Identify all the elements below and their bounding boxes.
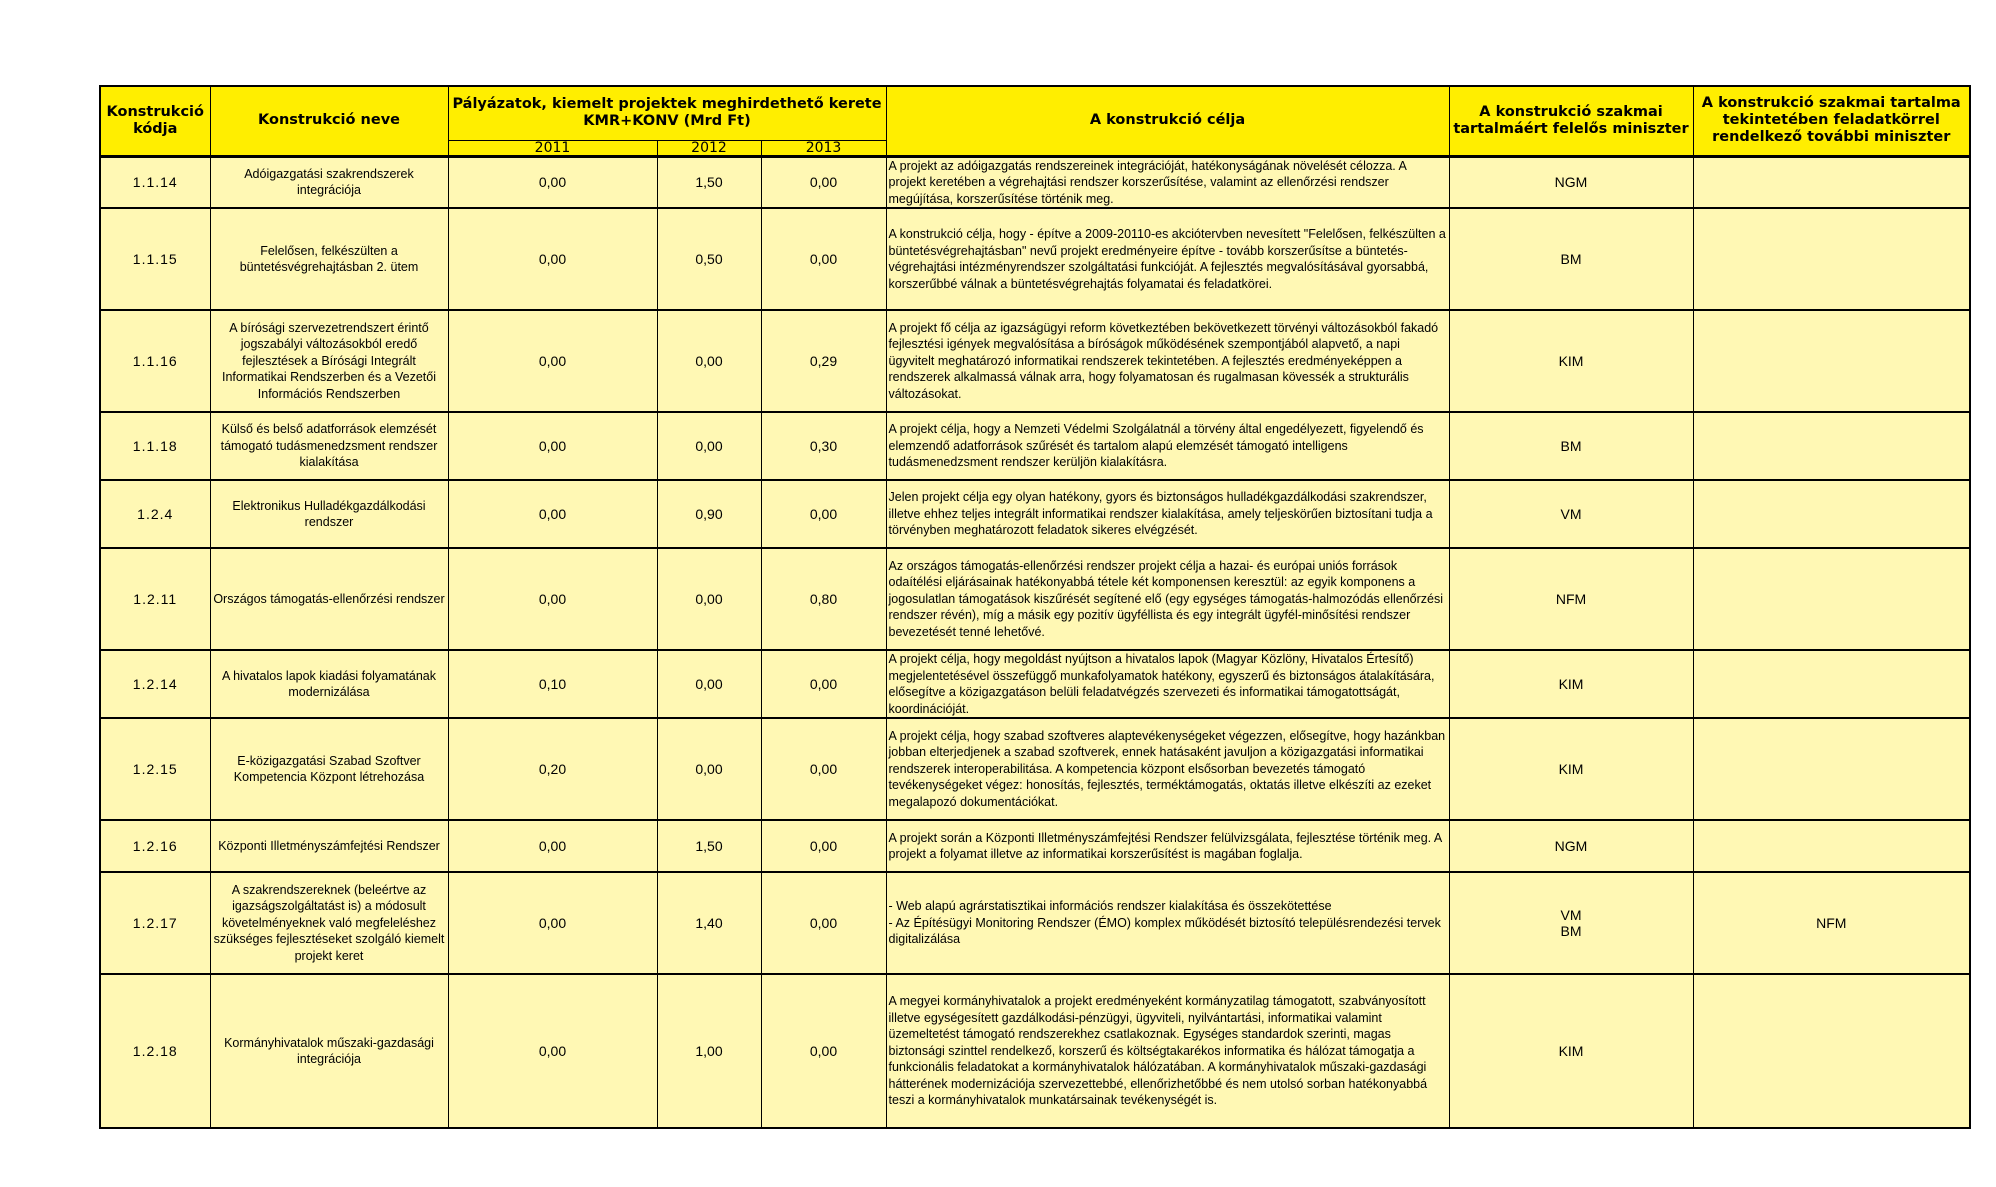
table-row	[100, 548, 1970, 650]
row-2011: 0,00	[448, 820, 657, 872]
row-2011: 0,00	[448, 208, 657, 310]
header-other-minister: A konstrukció szakmai tartalma tekintetében feladatkörrel rendelkező további miniszter	[1693, 86, 1970, 156]
row-name: Adóigazgatási szakrendszerek integrációja	[210, 156, 448, 208]
row-2012: 0,00	[657, 650, 761, 718]
row-name: Felelősen, felkészülten a büntetésvégrehajtásban 2. ütem	[210, 208, 448, 310]
table-row	[100, 412, 1970, 480]
row-goal: Jelen projekt célja egy olyan hatékony, gyors és biztonságos hulladékgazdálkodási szakrendszer, illetve ehhez teljes integrált informatikai rendszer kialakítása, amely teljeskörűen biztosítani tudja a törvényben meghatározott feladatok sikeres elvégzését.	[886, 480, 1449, 548]
row-2013: 0,00	[761, 156, 886, 208]
row-minister: NFM	[1449, 548, 1693, 650]
header-year-2012: 2012	[657, 140, 761, 156]
header-code: Konstrukció kódja	[100, 86, 210, 156]
row-code: 1.2.4	[100, 480, 210, 548]
row-2012: 0,00	[657, 718, 761, 820]
row-minister: KIM	[1449, 650, 1693, 718]
row-code: 1.2.17	[100, 872, 210, 974]
row-other-minister	[1693, 480, 1970, 548]
row-2012: 1,50	[657, 820, 761, 872]
header-year-2013: 2013	[761, 140, 886, 156]
header-name: Konstrukció neve	[210, 86, 448, 156]
row-2011: 0,10	[448, 650, 657, 718]
row-goal: A konstrukció célja, hogy - építve a 2009-20110-es akciótervben nevesített "Felelősen, felkészülten a büntetésvégrehajtásban" nevű projekt eredményeire építve - tovább korszerűsítse a büntetés-végrehajtási intézményrendszer szolgáltatási funkcióját. A fejlesztés megvalósításával gyorsabbá, korszerűbbé válnak a büntetésvégrehajtás folyamatai és feladatkörei.	[886, 208, 1449, 310]
row-2012: 0,00	[657, 548, 761, 650]
row-other-minister: NFM	[1693, 872, 1970, 974]
row-2012: 0,50	[657, 208, 761, 310]
table-row	[100, 156, 1970, 208]
row-goal: A projekt célja, hogy a Nemzeti Védelmi Szolgálatnál a törvény által engedélyezett, figyelendő és elemzendő adatforrások szűrését és tartalom alapú elemzését támogató intelligens tudásmenedzsment rendszer kerüljön kialakításra.	[886, 412, 1449, 480]
row-minister: VM BM	[1449, 872, 1693, 974]
row-2011: 0,00	[448, 412, 657, 480]
row-code: 1.1.18	[100, 412, 210, 480]
row-2013: 0,30	[761, 412, 886, 480]
row-other-minister	[1693, 974, 1970, 1128]
row-minister: NGM	[1449, 820, 1693, 872]
table-row	[100, 820, 1970, 872]
row-code: 1.2.16	[100, 820, 210, 872]
row-goal: A projekt az adóigazgatás rendszereinek integrációját, hatékonyságának növelését célozza. A projekt keretében a végrehajtási rendszer korszerűsítése, valamint az ellenőrzési rendszer megújítása, korszerűsítése történik meg.	[886, 156, 1449, 208]
row-name: A szakrendszereknek (beleértve az igazságszolgáltatást is) a módosult követelményeknek való megfeleléshez szükséges fejlesztéseket szolgáló kiemelt projekt keret	[210, 872, 448, 974]
row-2013: 0,00	[761, 872, 886, 974]
table-row	[100, 208, 1970, 310]
row-2013: 0,00	[761, 208, 886, 310]
row-name: E-közigazgatási Szabad Szoftver Kompetencia Központ létrehozása	[210, 718, 448, 820]
header-budget: Pályázatok, kiemelt projektek meghirdethető kerete KMR+KONV (Mrd Ft)	[448, 86, 886, 140]
row-code: 1.2.14	[100, 650, 210, 718]
row-minister: KIM	[1449, 718, 1693, 820]
row-name: Kormányhivatalok műszaki-gazdasági integrációja	[210, 974, 448, 1128]
row-name: Országos támogatás-ellenőrzési rendszer	[210, 548, 448, 650]
row-name: Központi Illetményszámfejtési Rendszer	[210, 820, 448, 872]
row-2013: 0,29	[761, 310, 886, 412]
row-minister: BM	[1449, 208, 1693, 310]
row-goal: Az országos támogatás-ellenőrzési rendszer projekt célja a hazai- és európai uniós források odaítélési eljárásainak hatékonyabbá tétele két komponensen keresztül: az egyik komponens a jogosulatlan támogatások kiszűrését segítené elő (egy egységes támogatás-halmozódás ellenőrzési rendszer révén), míg a másik egy pozitív ügyféllista és egy integrált ügyfél-minősítési rendszer bevezetését tenné lehetővé.	[886, 548, 1449, 650]
row-code: 1.1.16	[100, 310, 210, 412]
row-2012: 1,40	[657, 872, 761, 974]
row-other-minister	[1693, 650, 1970, 718]
row-minister: KIM	[1449, 310, 1693, 412]
row-2011: 0,00	[448, 872, 657, 974]
table-body	[100, 156, 1970, 1128]
table-row	[100, 650, 1970, 718]
row-2013: 0,80	[761, 548, 886, 650]
row-name: A hivatalos lapok kiadási folyamatának modernizálása	[210, 650, 448, 718]
row-minister: BM	[1449, 412, 1693, 480]
row-code: 1.2.11	[100, 548, 210, 650]
row-2013: 0,00	[761, 820, 886, 872]
row-2013: 0,00	[761, 480, 886, 548]
row-2012: 1,00	[657, 974, 761, 1128]
row-goal: A projekt célja, hogy megoldást nyújtson a hivatalos lapok (Magyar Közlöny, Hivatalos Értesítő) megjelentetésével összefüggő munkafolyamatok hatékony, egyszerű és biztonságos átalakítására, elősegítve a közigazgatáson belüli feladatvégzés szervezeti és informatikai támogatottságát, koordinációját.	[886, 650, 1449, 718]
table-row	[100, 974, 1970, 1128]
row-2012: 1,50	[657, 156, 761, 208]
table-row	[100, 310, 1970, 412]
row-2011: 0,00	[448, 480, 657, 548]
row-2013: 0,00	[761, 718, 886, 820]
row-other-minister	[1693, 718, 1970, 820]
row-minister: NGM	[1449, 156, 1693, 208]
row-code: 1.1.14	[100, 156, 210, 208]
construction-table	[99, 85, 1971, 1129]
row-minister: KIM	[1449, 974, 1693, 1128]
row-other-minister	[1693, 412, 1970, 480]
row-code: 1.2.15	[100, 718, 210, 820]
row-code: 1.1.15	[100, 208, 210, 310]
table-row	[100, 480, 1970, 548]
row-other-minister	[1693, 548, 1970, 650]
row-name: Külső és belső adatforrások elemzését támogató tudásmenedzsment rendszer kialakítása	[210, 412, 448, 480]
header-goal: A konstrukció célja	[886, 86, 1449, 156]
row-2011: 0,00	[448, 310, 657, 412]
row-other-minister	[1693, 820, 1970, 872]
row-2011: 0,00	[448, 974, 657, 1128]
row-goal: A projekt során a Központi Illetményszámfejtési Rendszer felülvizsgálata, fejlesztése történik meg. A projekt a folyamat illetve az informatikai korszerűsítést is magában foglalja.	[886, 820, 1449, 872]
row-goal: A megyei kormányhivatalok a projekt eredményeként kormányzatilag támogatott, szabványosított illetve egységesített gazdálkodási-pénzügyi, ügyviteli, nyilvántartási, informatikai valamint üzemeltetést támogató rendszerekhez csatlakoznak. Egységes standardok szerinti, magas biztonsági szinttel rendelkező, korszerű és költségtakarékos informatika és hálózat támogatja a funkcionális feladatokat a kormányhivatalok hálózatában. A kormányhivatalok műszaki-gazdasági hátterének modernizációja szervezettebbé, ellenőrizhetőbbé és nem utolsó sorban hatékonyabbá teszi a kormányhivatalok munkatársainak tevékenységét is.	[886, 974, 1449, 1128]
row-goal: A projekt fő célja az igazságügyi reform következtében bekövetkezett törvényi változásokból fakadó fejlesztési igények megvalósítása a bíróságok működésének szempontjából alapvető, a napi ügyvitelt meghatározó informatikai rendszerek tekintetében. A fejlesztés eredményeképpen a rendszerek alkalmassá válnak arra, hogy folyamatosan és rugalmasan kövessék a strukturális változásokat.	[886, 310, 1449, 412]
row-2011: 0,20	[448, 718, 657, 820]
row-2013: 0,00	[761, 974, 886, 1128]
table-row	[100, 718, 1970, 820]
table-header	[100, 86, 1970, 156]
row-2011: 0,00	[448, 548, 657, 650]
row-goal: A projekt célja, hogy szabad szoftveres alaptevékenységeket végezzen, elősegítve, hogy hazánkban jobban elterjedjenek a szabad szoftverek, ennek hatásaként javuljon a közigazgatási informatikai rendszerek interoperabilitása. A kompetencia központ elsősorban bevezetés támogató tevékenységeket végez: honosítás, fejlesztés, terméktámogatás, oktatás illetve elkészíti az ezeket megalapozó dokumentációkat.	[886, 718, 1449, 820]
row-other-minister	[1693, 310, 1970, 412]
row-2011: 0,00	[448, 156, 657, 208]
row-other-minister	[1693, 208, 1970, 310]
row-2012: 0,00	[657, 412, 761, 480]
row-goal: - Web alapú agrárstatisztikai információs rendszer kialakítása és összekötettése - Az Építésügyi Monitoring Rendszer (ÉMO) komplex működését biztosító településrendezési tervek digitalizálása	[886, 872, 1449, 974]
row-2013: 0,00	[761, 650, 886, 718]
row-code: 1.2.18	[100, 974, 210, 1128]
row-2012: 0,00	[657, 310, 761, 412]
row-minister: VM	[1449, 480, 1693, 548]
row-2012: 0,90	[657, 480, 761, 548]
table-row	[100, 872, 1970, 974]
row-name: Elektronikus Hulladékgazdálkodási rendszer	[210, 480, 448, 548]
row-other-minister	[1693, 156, 1970, 208]
row-name: A bírósági szervezetrendszert érintő jogszabályi változásokból eredő fejlesztések a Bírósági Integrált Informatikai Rendszerben és a Vezetői Információs Rendszerben	[210, 310, 448, 412]
header-year-2011: 2011	[448, 140, 657, 156]
header-minister: A konstrukció szakmai tartalmáért felelős miniszter	[1449, 86, 1693, 156]
